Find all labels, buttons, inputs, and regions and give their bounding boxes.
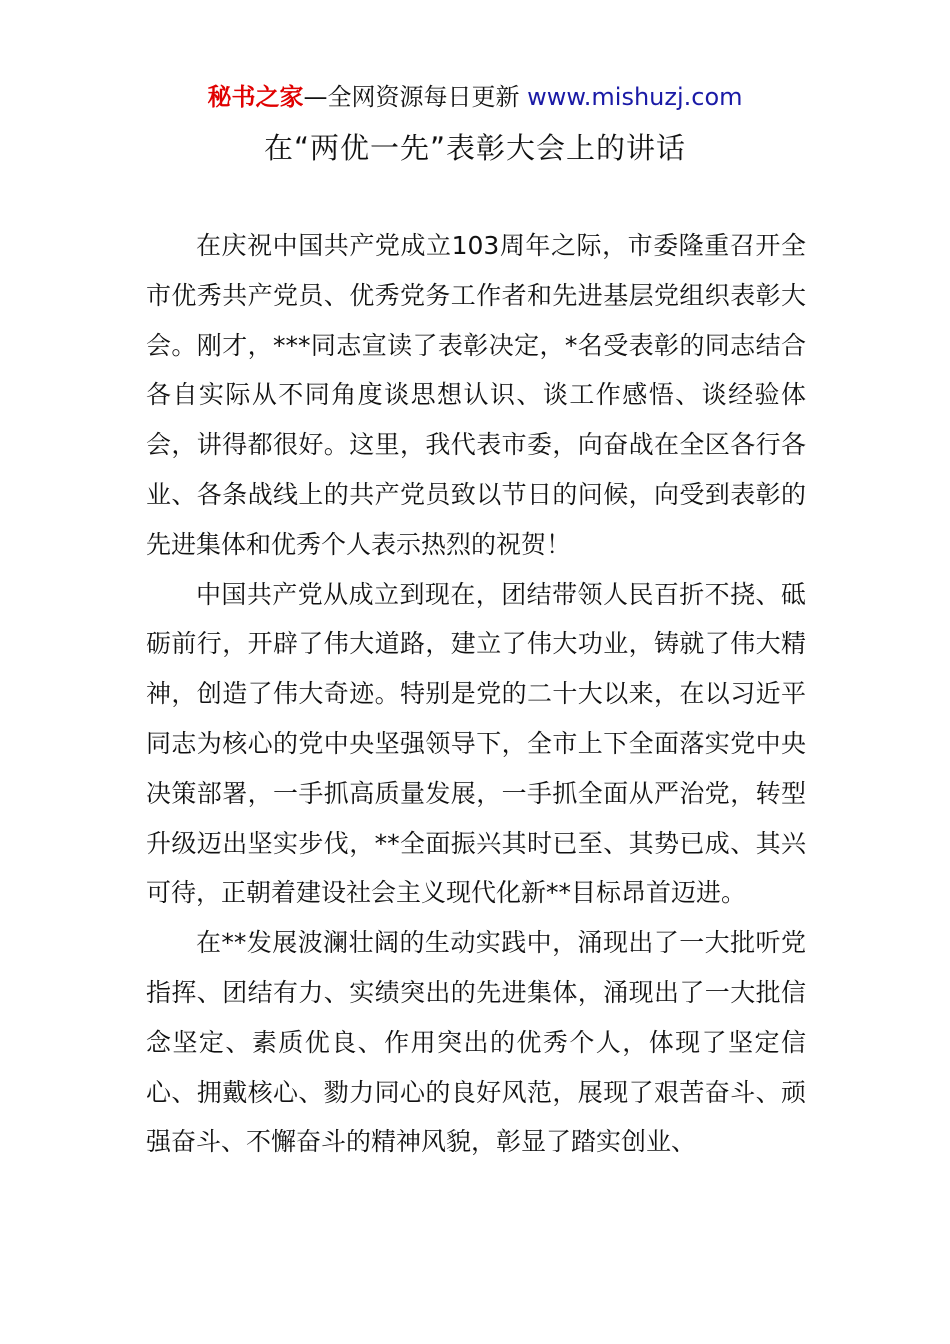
document-title: 在“两优一先”表彰大会上的讲话 — [263, 131, 687, 165]
site-tagline: —全网资源每日更新 — [303, 83, 520, 111]
document-body — [146, 221, 806, 1167]
paragraph-3: 在**发展波澜壮阔的生动实践中，涌现出了一大批听党指挥、团结有力、实绩突出的先进集体，涌现出了一大批信念坚定、素质优良、作用突出的优秀个人，体现了坚定信心、拥戴核心、勠力同心的良好风范，展现了艰苦奋斗、顽强奋斗、不懈奋斗的精神风貌，彰显了踏实创业、 — [146, 928, 806, 1157]
paragraph-2: 中国共产党从成立到现在，团结带领人民百折不挠、砥砺前行，开辟了伟大道路，建立了伟大功业，铸就了伟大精神，创造了伟大奇迹。特别是党的二十大以来，在以习近平同志为核心的党中央坚强领导下，全市上下全面落实党中央决策部署，一手抓高质量发展，一手抓全面从严治党，转型升级迈出坚实步伐，**全面振兴其时已至、其势已成、其兴可待，正朝着建设社会主义现代化新**目标昂首迈进。 — [146, 579, 806, 908]
paragraph-1: 在庆祝中国共产党成立103周年之际，市委隆重召开全市优秀共产党员、优秀党务工作者和先进基层党组织表彰大会。刚才，***同志宣读了表彰决定，*名受表彰的同志结合各自实际从不同角度谈思想认识、谈工作感悟、谈经验体会，讲得都很好。这里，我代表市委，向奋战在全区各行各业、各条战线上的共产党员致以节日的问候，向受到表彰的先进集体和优秀个人表示热烈的祝贺！ — [146, 231, 806, 559]
site-header — [0, 80, 950, 114]
site-brand: 秘书之家 — [207, 83, 304, 111]
site-url-link[interactable]: www.mishuzj.com — [527, 83, 743, 111]
